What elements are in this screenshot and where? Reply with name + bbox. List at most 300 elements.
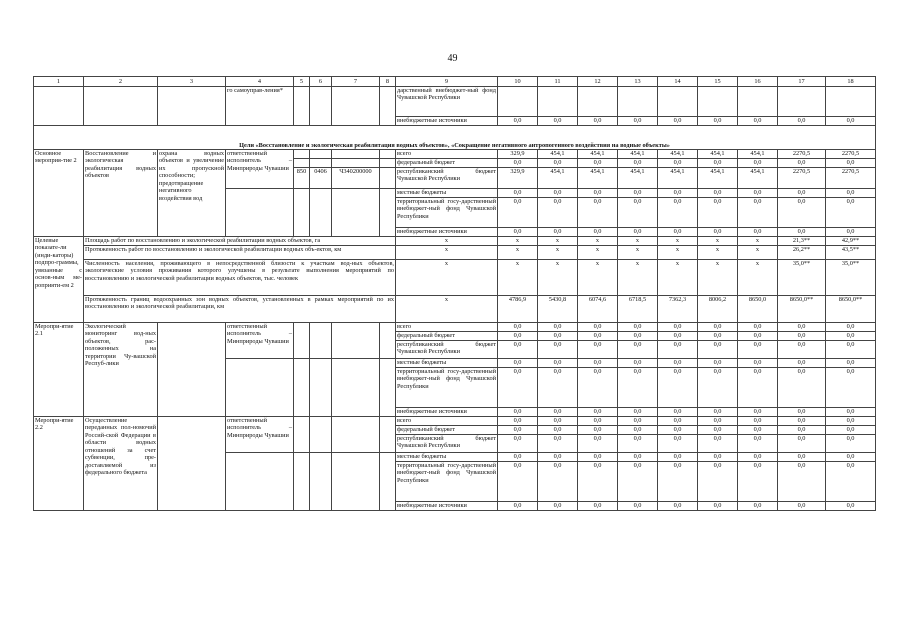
table-cell	[310, 159, 332, 168]
value-cell: 0,0	[698, 323, 738, 332]
table-cell	[294, 159, 310, 168]
value-cell: 0,0	[618, 198, 658, 228]
table-cell	[332, 453, 380, 511]
value-cell: 0,0	[498, 117, 538, 126]
table-cell	[226, 453, 294, 511]
value-cell: 0,0	[538, 453, 578, 462]
value-cell: х	[578, 237, 618, 246]
value-cell: 454,1	[618, 150, 658, 159]
value-cell: 0,0	[538, 117, 578, 126]
funding-source-cell: республиканский бюджет Чувашской Республики	[396, 341, 498, 359]
column-number-header: 10	[498, 77, 538, 87]
value-cell: 0,0	[738, 426, 778, 435]
value-cell: 0,0	[618, 359, 658, 368]
table-cell	[310, 453, 332, 511]
indicators-label-cell: Целевые показате-ли (инди-каторы) подпро-граммы, увязанные с основ-ным ме-роприяти-ем 2	[34, 237, 84, 323]
value-cell: 0,0	[778, 417, 826, 426]
table-row	[34, 150, 876, 159]
value-cell: 0,0	[698, 359, 738, 368]
table-cell	[380, 453, 396, 511]
column-number-header: 8	[380, 77, 396, 87]
indicator-row	[34, 237, 876, 246]
value-cell: х	[658, 260, 698, 296]
goal-row	[34, 126, 876, 150]
column-number-header: 11	[538, 77, 578, 87]
value-cell: 454,1	[738, 168, 778, 189]
table-cell	[310, 323, 332, 359]
activity-number-cell: Меропри-ятие 2.2	[34, 417, 84, 511]
value-cell: 0,0	[538, 368, 578, 408]
value-cell: 0,0	[578, 426, 618, 435]
value-cell: 0,0	[738, 341, 778, 359]
value-cell: 0,0	[578, 228, 618, 237]
value-cell: 0,0	[826, 198, 876, 228]
value-cell: 454,1	[658, 168, 698, 189]
table-cell	[658, 87, 698, 117]
activity-number-cell: Меропри-ятие 2.1	[34, 323, 84, 417]
value-cell: 454,1	[578, 150, 618, 159]
funding-source-cell: федеральный бюджет	[396, 426, 498, 435]
value-cell: 0,0	[738, 198, 778, 228]
column-number-header: 9	[396, 77, 498, 87]
table-cell	[294, 87, 310, 126]
column-number-header: 12	[578, 77, 618, 87]
value-cell: 0,0	[618, 228, 658, 237]
value-cell: 8006,2	[698, 296, 738, 323]
value-cell: 0,0	[658, 359, 698, 368]
value-cell: 0,0	[578, 435, 618, 453]
activity-name-cell: Восстановление и экологическая реабилитация водных объектов	[84, 150, 158, 237]
value-cell: 0,0	[578, 417, 618, 426]
value-cell: 0,0	[578, 332, 618, 341]
indicator-row	[34, 246, 876, 260]
table-cell	[332, 359, 380, 417]
value-cell: 0,0	[738, 159, 778, 168]
value-cell: х	[498, 237, 538, 246]
value-cell: х	[618, 237, 658, 246]
value-cell: 0,0	[778, 426, 826, 435]
value-cell: 454,1	[658, 150, 698, 159]
value-cell: 0,0	[538, 332, 578, 341]
value-cell: 0,0	[738, 117, 778, 126]
table-cell	[34, 87, 84, 126]
value-cell: 0,0	[658, 435, 698, 453]
funding-source-cell: дарственный внебюджет-ный фонд Чувашской Республики	[396, 87, 498, 117]
value-cell: 0,0	[658, 117, 698, 126]
table-cell	[294, 417, 310, 453]
value-cell: 0,0	[658, 323, 698, 332]
value-cell: 0,0	[498, 341, 538, 359]
value-cell: 0,0	[578, 341, 618, 359]
value-cell: 0,0	[826, 426, 876, 435]
funding-source-cell: всего	[396, 150, 498, 159]
value-cell: 329,9	[498, 168, 538, 189]
activity-name-cell: Осуществление переданных пол-номочий Россий-ской Федерации в области водных отношений за счет субвенции, пре-доставляемой из федерального бюджета	[84, 417, 158, 511]
value-cell: 4786,9	[498, 296, 538, 323]
funding-source-cell: республиканский бюджет Чувашской Республики	[396, 168, 498, 189]
value-cell: 0,0	[618, 453, 658, 462]
value-cell: 0,0	[538, 426, 578, 435]
value-cell: 26,2**	[778, 246, 826, 260]
value-cell: 0,0	[498, 368, 538, 408]
table-cell	[332, 159, 380, 168]
table-cell	[332, 323, 380, 359]
value-cell: 0,0	[738, 368, 778, 408]
value-cell: 0,0	[658, 189, 698, 198]
value-cell: 0,0	[826, 453, 876, 462]
value-cell: 0,0	[698, 408, 738, 417]
value-cell: 0,0	[698, 502, 738, 511]
program-table	[33, 76, 876, 511]
table-cell	[310, 87, 332, 126]
value-cell: 0,0	[778, 117, 826, 126]
executor-cell: ответственный исполнитель – Минприроды Чувашии	[226, 150, 294, 189]
value-cell: х	[538, 246, 578, 260]
page-number: 49	[447, 53, 458, 64]
indicator-text-cell: Протяженность границ водоохранных зон водных объектов, установленных в рамках мероприятий по их восстановлению и экологической реабилитации, км	[84, 296, 396, 323]
value-cell: 0,0	[778, 408, 826, 417]
value-cell: 0,0	[618, 117, 658, 126]
funding-source-cell: местные бюджеты	[396, 359, 498, 368]
value-cell: 0,0	[698, 426, 738, 435]
value-cell: 0,0	[578, 198, 618, 228]
table-cell	[538, 87, 578, 117]
value-cell: 0,0	[578, 502, 618, 511]
value-cell: 0,0	[498, 323, 538, 332]
table-cell	[380, 417, 396, 453]
value-cell: 0,0	[538, 502, 578, 511]
value-cell: 454,1	[698, 168, 738, 189]
value-cell: 2270,5	[826, 150, 876, 159]
value-cell: 0,0	[826, 159, 876, 168]
value-cell: 43,5**	[826, 246, 876, 260]
table-cell	[310, 150, 332, 159]
value-cell: 0,0	[698, 228, 738, 237]
value-cell: 0,0	[658, 502, 698, 511]
value-cell: 0,0	[618, 426, 658, 435]
budget-code-cell: Ч340200000	[332, 168, 380, 189]
value-cell: 2270,5	[778, 168, 826, 189]
value-cell: 0,0	[778, 323, 826, 332]
value-cell: 0,0	[826, 332, 876, 341]
value-cell: 454,1	[618, 168, 658, 189]
value-cell: 0,0	[738, 453, 778, 462]
table-cell	[158, 323, 226, 417]
value-cell: 5430,8	[538, 296, 578, 323]
value-cell: 0,0	[498, 417, 538, 426]
column-number-header: 4	[226, 77, 294, 87]
column-number-header: 2	[84, 77, 158, 87]
value-cell: 0,0	[618, 332, 658, 341]
table-cell	[294, 189, 310, 237]
activity-goal-cell: охрана водных объектов и увеличение их пропускной способности; предотвращение негативного воздействия вод	[158, 150, 226, 237]
value-cell: 0,0	[698, 341, 738, 359]
value-cell: 0,0	[826, 435, 876, 453]
funding-source-cell: всего	[396, 323, 498, 332]
column-number-header: 6	[310, 77, 332, 87]
table-cell	[380, 323, 396, 359]
value-cell: 0,0	[498, 159, 538, 168]
budget-code-cell: 0406	[310, 168, 332, 189]
value-cell: 0,0	[538, 159, 578, 168]
value-cell: 0,0	[778, 435, 826, 453]
value-cell: 0,0	[498, 435, 538, 453]
value-cell: 2270,5	[826, 168, 876, 189]
value-cell: х	[738, 246, 778, 260]
value-cell: 21,3**	[778, 237, 826, 246]
indicator-row	[34, 260, 876, 296]
value-cell: 0,0	[578, 453, 618, 462]
table-cell	[618, 87, 658, 117]
table-cell	[332, 189, 380, 237]
value-cell: 0,0	[538, 341, 578, 359]
column-number-header: 1	[34, 77, 84, 87]
value-cell: 0,0	[538, 417, 578, 426]
value-cell: 0,0	[578, 359, 618, 368]
table-cell	[294, 150, 310, 159]
funding-source-cell: территориальный госу-дарственный внебюджет-ный фонд Чувашской Республики	[396, 368, 498, 408]
value-cell: 6718,5	[618, 296, 658, 323]
column-number-header: 3	[158, 77, 226, 87]
table-cell	[226, 189, 294, 237]
table-cell	[332, 417, 380, 453]
value-cell: 0,0	[538, 462, 578, 502]
table-cell	[294, 359, 310, 417]
value-cell: 0,0	[578, 189, 618, 198]
table-cell	[332, 150, 380, 159]
value-cell: х	[658, 237, 698, 246]
value-cell: х	[578, 246, 618, 260]
value-cell: 454,1	[538, 168, 578, 189]
value-cell: х	[738, 237, 778, 246]
funding-source-cell: территориальный госу-дарственный внебюджет-ный фонд Чувашской Республики	[396, 198, 498, 228]
value-cell: 0,0	[498, 408, 538, 417]
value-cell: 6074,6	[578, 296, 618, 323]
table-cell	[498, 87, 538, 117]
value-cell: 0,0	[698, 332, 738, 341]
indicator-text-cell: Протяженность работ по восстановлению и экологической реабилитации водных объ-ектов, км	[84, 246, 396, 260]
value-cell: 2270,5	[778, 150, 826, 159]
value-cell: 0,0	[498, 502, 538, 511]
activity-number-cell: Основное мероприя-тие 2	[34, 150, 84, 237]
value-cell: 0,0	[778, 462, 826, 502]
value-cell: 0,0	[498, 426, 538, 435]
value-cell: 329,9	[498, 150, 538, 159]
value-cell: 454,1	[578, 168, 618, 189]
value-cell: 0,0	[538, 228, 578, 237]
table-cell	[158, 87, 226, 126]
value-cell: 0,0	[738, 417, 778, 426]
value-cell: х	[498, 246, 538, 260]
table-cell	[332, 87, 380, 126]
column-number-header: 5	[294, 77, 310, 87]
value-cell: 0,0	[778, 198, 826, 228]
value-cell: 0,0	[738, 332, 778, 341]
table-cell	[84, 87, 158, 126]
value-cell: 0,0	[826, 462, 876, 502]
value-cell: 42,9**	[826, 237, 876, 246]
executor-cell: ответственный исполнитель – Минприроды Чувашии	[226, 417, 294, 453]
funding-source-cell: внебюджетные источники	[396, 228, 498, 237]
value-cell: 0,0	[618, 435, 658, 453]
value-cell: 0,0	[698, 368, 738, 408]
value-cell: 0,0	[578, 159, 618, 168]
table-cell	[380, 359, 396, 417]
value-cell: 0,0	[698, 159, 738, 168]
value-cell: 0,0	[578, 323, 618, 332]
value-cell: х	[658, 246, 698, 260]
executor-cell: го самоуправ-ления*	[226, 87, 294, 126]
value-cell: 0,0	[658, 228, 698, 237]
funding-source-cell: федеральный бюджет	[396, 159, 498, 168]
value-cell: 0,0	[538, 198, 578, 228]
value-cell: 0,0	[738, 323, 778, 332]
value-cell: 0,0	[578, 117, 618, 126]
value-cell: 0,0	[538, 408, 578, 417]
value-cell: 0,0	[498, 453, 538, 462]
value-cell: 0,0	[658, 426, 698, 435]
value-cell: 0,0	[658, 159, 698, 168]
value-cell: 0,0	[826, 341, 876, 359]
table-row	[34, 323, 876, 332]
table-cell	[310, 359, 332, 417]
funding-source-cell: внебюджетные источники	[396, 408, 498, 417]
value-cell: 0,0	[826, 323, 876, 332]
value-cell: х	[618, 260, 658, 296]
funding-source-cell: местные бюджеты	[396, 453, 498, 462]
column-number-header: 17	[778, 77, 826, 87]
value-cell: 0,0	[578, 368, 618, 408]
table-cell	[294, 323, 310, 359]
value-cell: 0,0	[698, 189, 738, 198]
table-cell	[380, 159, 396, 168]
value-cell: 0,0	[698, 417, 738, 426]
value-cell: х	[698, 237, 738, 246]
value-cell: 8650,0**	[826, 296, 876, 323]
indicator-mark-cell: х	[396, 260, 498, 296]
value-cell: х	[698, 246, 738, 260]
value-cell: 0,0	[498, 332, 538, 341]
executor-cell: ответственный исполнитель – Минприроды Чувашии	[226, 323, 294, 359]
value-cell: 0,0	[698, 117, 738, 126]
value-cell: 0,0	[698, 435, 738, 453]
table-cell	[226, 359, 294, 417]
value-cell: 454,1	[538, 150, 578, 159]
value-cell: х	[538, 237, 578, 246]
value-cell: 0,0	[698, 453, 738, 462]
value-cell: 0,0	[498, 189, 538, 198]
column-number-header: 16	[738, 77, 778, 87]
value-cell: 0,0	[738, 462, 778, 502]
value-cell: 454,1	[738, 150, 778, 159]
table-cell	[310, 417, 332, 453]
value-cell: 0,0	[658, 198, 698, 228]
value-cell: 0,0	[658, 368, 698, 408]
indicator-row	[34, 296, 876, 323]
value-cell: 0,0	[738, 502, 778, 511]
value-cell: 35,0**	[778, 260, 826, 296]
value-cell: х	[538, 260, 578, 296]
value-cell: 0,0	[778, 341, 826, 359]
value-cell: 35,0**	[826, 260, 876, 296]
value-cell: 0,0	[538, 435, 578, 453]
value-cell: 0,0	[698, 462, 738, 502]
value-cell: 0,0	[658, 453, 698, 462]
value-cell: 0,0	[618, 408, 658, 417]
value-cell: 8650,0	[738, 296, 778, 323]
value-cell: 0,0	[618, 368, 658, 408]
activity-name-cell: Экологический мониторинг вод-ных объектов, рас-положенных на территории Чу-вашской Респуб-лики	[84, 323, 158, 417]
value-cell: 0,0	[778, 502, 826, 511]
funding-source-cell: республиканский бюджет Чувашской Республики	[396, 435, 498, 453]
indicator-text-cell: Численность населения, проживающего в непосредственной близости к участкам вод-ных объектов, экологические условия проживания которого улучшены в результате выполнения мероприятий по восстановлению и экологической реабилитации водных объектов, тыс. человек	[84, 260, 396, 296]
table-cell	[380, 150, 396, 159]
goal-heading: Цели «Восстановление и экологическая реабилитация водных объектов», «Сокращение негативного антропогенного воздействия на водные объекты»	[34, 126, 876, 150]
table-cell	[826, 87, 876, 117]
table-cell	[578, 87, 618, 117]
funding-source-cell: всего	[396, 417, 498, 426]
value-cell: 0,0	[658, 341, 698, 359]
value-cell: 0,0	[778, 453, 826, 462]
column-number-header: 7	[332, 77, 380, 87]
value-cell: 0,0	[498, 462, 538, 502]
value-cell: 0,0	[778, 228, 826, 237]
indicator-mark-cell: х	[396, 237, 498, 246]
table-cell	[738, 87, 778, 117]
value-cell: 8650,0**	[778, 296, 826, 323]
value-cell: 0,0	[778, 332, 826, 341]
table-cell	[310, 189, 332, 237]
value-cell: 0,0	[826, 502, 876, 511]
value-cell: 0,0	[778, 189, 826, 198]
value-cell: 0,0	[618, 462, 658, 502]
column-number-header: 15	[698, 77, 738, 87]
value-cell: 0,0	[826, 117, 876, 126]
funding-source-cell: внебюджетные источники	[396, 117, 498, 126]
value-cell: 0,0	[498, 228, 538, 237]
value-cell: 0,0	[738, 408, 778, 417]
value-cell: 7362,3	[658, 296, 698, 323]
funding-source-cell: местные бюджеты	[396, 189, 498, 198]
value-cell: 0,0	[618, 341, 658, 359]
value-cell: 0,0	[658, 462, 698, 502]
value-cell: 0,0	[538, 323, 578, 332]
value-cell: 0,0	[538, 189, 578, 198]
value-cell: х	[578, 260, 618, 296]
table-row	[34, 87, 876, 117]
value-cell: 0,0	[826, 417, 876, 426]
value-cell: 0,0	[826, 408, 876, 417]
indicator-mark-cell: х	[396, 296, 498, 323]
table-cell	[778, 87, 826, 117]
value-cell: 0,0	[778, 359, 826, 368]
table-cell	[380, 168, 396, 189]
table-cell	[158, 417, 226, 511]
value-cell: 0,0	[538, 359, 578, 368]
indicator-mark-cell: х	[396, 246, 498, 260]
header-row	[34, 77, 876, 87]
value-cell: х	[698, 260, 738, 296]
value-cell: 0,0	[826, 368, 876, 408]
table-cell	[294, 453, 310, 511]
value-cell: 0,0	[738, 359, 778, 368]
value-cell: 0,0	[618, 502, 658, 511]
table-row	[34, 417, 876, 426]
value-cell: 0,0	[826, 359, 876, 368]
column-number-header: 18	[826, 77, 876, 87]
value-cell: 454,1	[698, 150, 738, 159]
table-cell	[380, 189, 396, 237]
